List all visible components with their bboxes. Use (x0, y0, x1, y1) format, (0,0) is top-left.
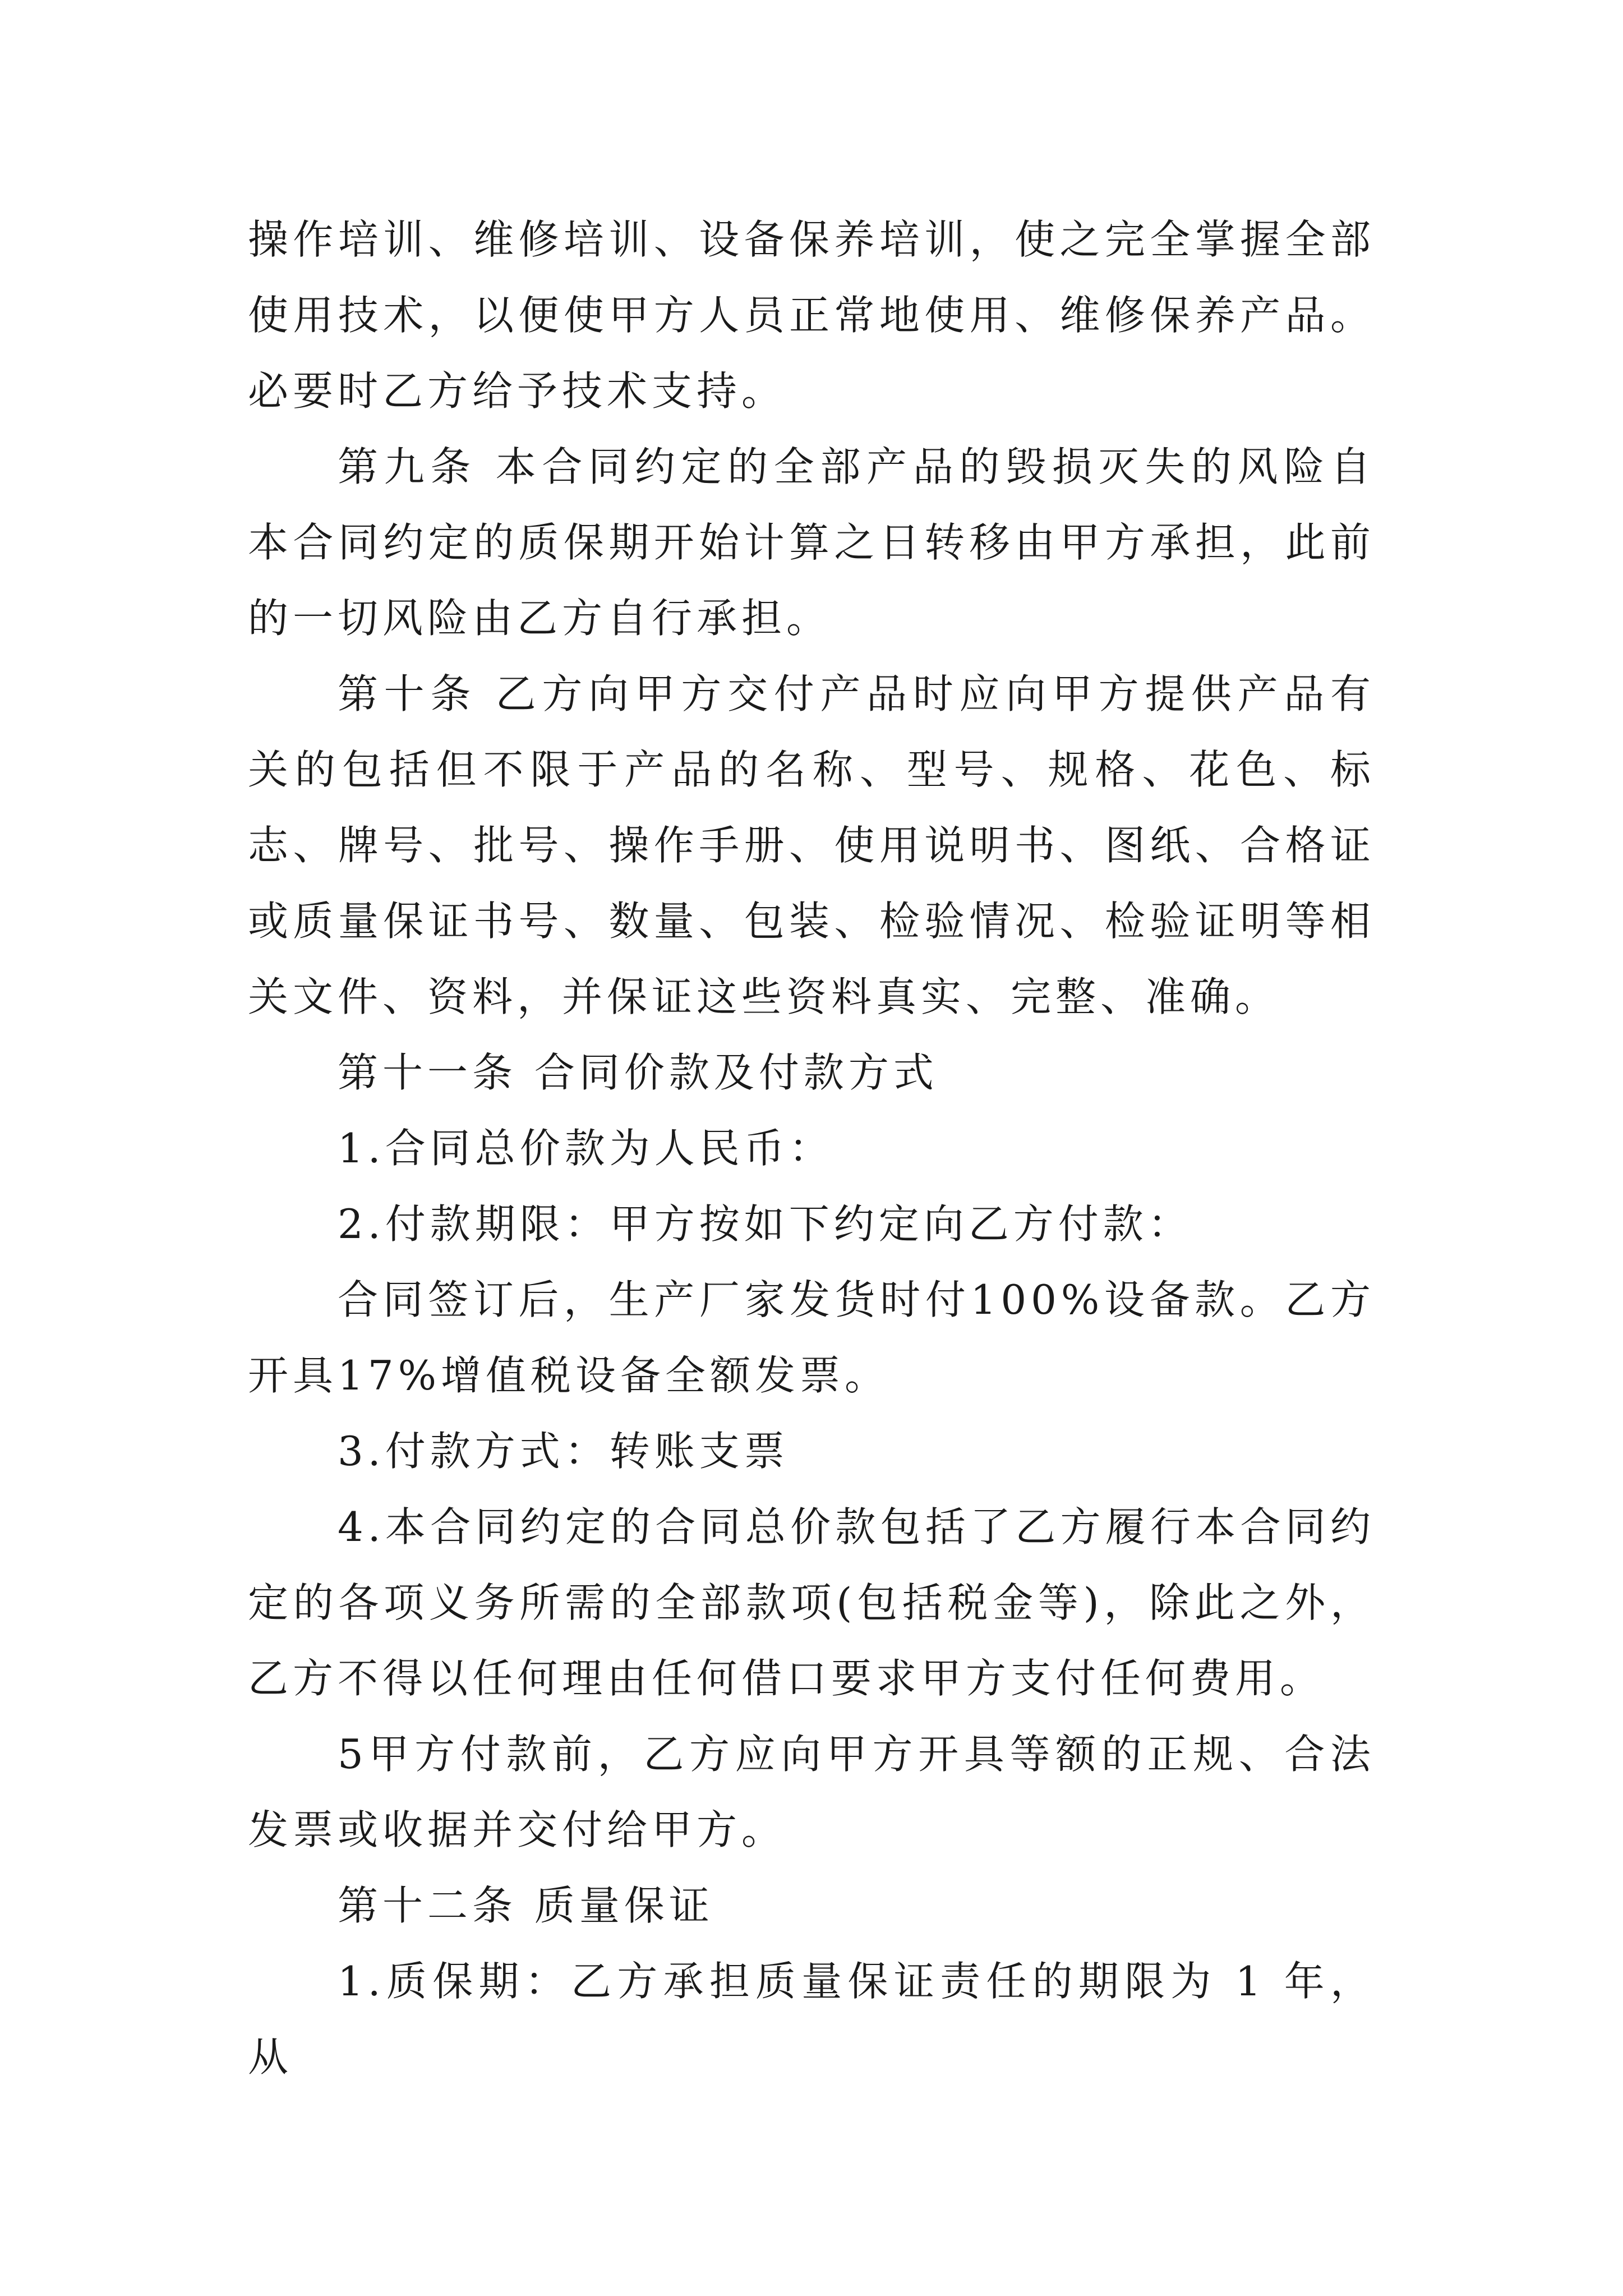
clause-11-4: 4.本合同约定的合同总价款包括了乙方履行本合同约定的各项义务所需的全部款项(包括税金等)，除此之外，乙方不得以任何理由任何借口要求甲方支付任何费用。 (248, 1503, 1375, 1702)
heading-article-12: 第十二条 质量保证 (338, 1882, 714, 1929)
clause-12-1: 1.质保期：乙方承担质量保证责任的期限为 1 年，从 (248, 1958, 1375, 2081)
paragraph-training: 操作培训、维修培训、设备保养培训，使之完全掌握全部使用技术，以便使甲方人员正常地使用、维修保养产品。必要时乙方给予技术支持。 (248, 216, 1375, 415)
heading-article-11: 第十一条 合同价款及付款方式 (338, 1049, 938, 1096)
clause-11-2-detail: 合同签订后，生产厂家发货时付100%设备款。乙方开具17%增值税设备全额发票。 (248, 1276, 1375, 1399)
paragraph-article-10: 第十条 乙方向甲方交付产品时应向甲方提供产品有关的包括但不限于产品的名称、型号、规格、花色、标志、牌号、批号、操作手册、使用说明书、图纸、合格证或质量保证书号、数量、包装、检验情况、检验证明等相关文件、资料，并保证这些资料真实、完整、准确。 (248, 670, 1375, 1020)
clause-11-1: 1.合同总价款为人民币： (338, 1125, 834, 1172)
clause-11-2: 2.付款期限：甲方按如下约定向乙方付款： (338, 1200, 1193, 1248)
document-page (248, 202, 1375, 2095)
clause-11-5: 5甲方付款前，乙方应向甲方开具等额的正规、合法发票或收据并交付给甲方。 (248, 1731, 1375, 1853)
clause-11-3: 3.付款方式：转账支票 (338, 1428, 789, 1475)
paragraph-article-9: 第九条 本合同约定的全部产品的毁损灭失的风险自本合同约定的质保期开始计算之日转移由甲方承担，此前的一切风险由乙方自行承担。 (248, 443, 1375, 642)
